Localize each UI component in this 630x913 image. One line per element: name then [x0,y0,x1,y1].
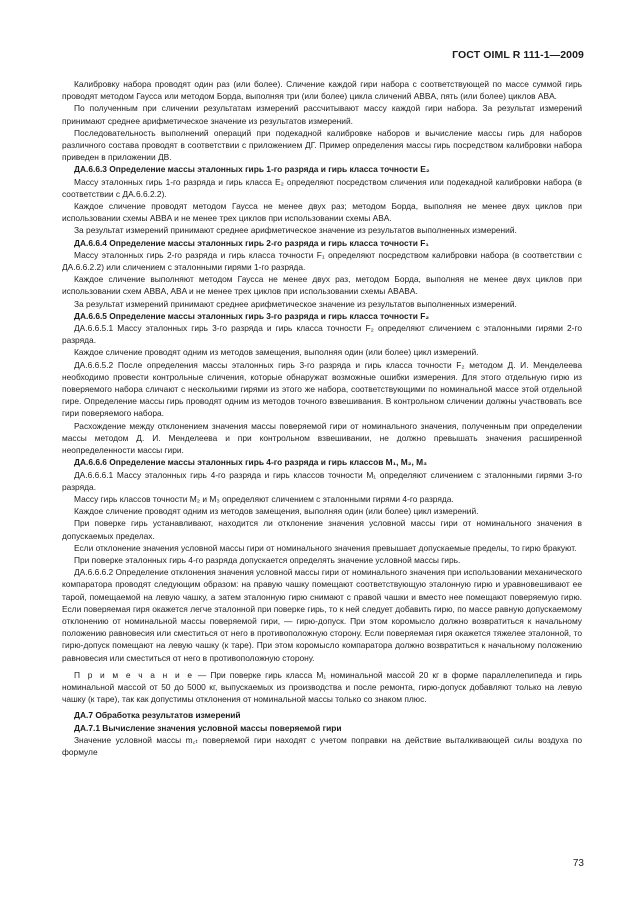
paragraph: Расхождение между отклонением значения массы поверяемой гири от номинального значения, полученным при определении массы методом Д. И. Менделеева и при контрольном взвешивании, не должно превышать значения расширенной неопределенности массы гири. [62,420,582,456]
paragraph: ДА.6.6.6.2 Определение отклонения значения условной массы гири от номинального значения при использовании механического компаратора проводят следующим образом: на правую чашку помещают соответствующую эталонную гирю и уравновешивают ее тарой, помещаемой на левую чашку, а затем эталонную гирю снимают с правой чашки и вместо нее помещают поверяемую гирю. Если поверяемая гиря окажется легче эталонной при поверке гирь, то к ней следует добавить гирю, по массе равную допускаемому отклонению от номинальной массы поверяемой гири, — гирю-допуск. При этом коромысло должно возвратиться к начальному положению равновесия или сместиться от него в противоположную сторону. Если поверяемая гиря окажется тяжелее эталонной, то гирю-допуск помещают на левую чашку (к таре). При этом коромысло компаратора должно возвратиться к начальному положению равновесия или сместиться от него в противоположную сторону. [62,567,582,663]
section-heading: ДА.6.6.6 Определение массы эталонных гирь 4-го разряда и гирь классов M₁, M₂, M₃ [74,457,427,468]
paragraph: Каждое сличение выполняют методом Гаусса не менее двух раз, методом Борда, выполняя не менее двух циклов при использовании схем ABBA, ABA и не менее трех циклов при использовании схемы ABABA. [62,274,582,297]
paragraph: Каждое сличение проводят одним из методов замещения, выполняя один (или более) цикл измерений. [74,506,479,517]
paragraph: ДА.6.6.6.1 Массу эталонных гирь 4-го разряда и гирь классов точности M₁ определяют сличением с эталонными гирями 3-го разряда. [62,469,582,492]
paragraph: Калибровку набора проводят один раз (или более). Сличение каждой гири набора с соответствующей по массе суммой гирь проводят методом Гаусса или методом Борда, выполняя три (или более) цикла сличений ABBA, пять (или более) циклов ABA. [62,79,582,102]
section-heading: ДА.7 Обработка результатов измерений [74,710,241,721]
note [62,669,582,706]
paragraph: При поверке эталонных гирь 4-го разряда допускается определять значение условной массы гирь. [74,554,461,565]
paragraph: Последовательность выполнений операций при подекадной калибровке наборов и вычисление массы гирь для наборов различного состава проводят в соответствии с приложением ДГ. Пример определения массы гирь посредством калибровки набора приведен в приложении ДВ. [62,127,582,163]
section-heading: ДА.6.6.5 Определение массы эталонных гирь 3-го разряда и гирь класса точности F₂ [74,310,430,321]
paragraph: Массу эталонных гирь 1-го разряда и гирь класса E₂ определяют посредством сличения или подекадной калибровки набора (в соответствии с ДА.6.6.2.2). [62,176,582,199]
section-heading: ДА.7.1 Вычисление значения условной массы поверяемой гири [74,722,342,733]
standard-header: ГОСТ OIML R 111-1—2009 [452,49,584,61]
paragraph: За результат измерений принимают среднее арифметическое значение из результатов выполненных измерений. [74,298,517,309]
paragraph: Значение условной массы m꜀ₜ поверяемой гири находят с учетом поправки на действие выталкивающей силы воздуха по формуле [62,734,582,757]
paragraph: ДА.6.6.5.1 Массу эталонных гирь 3-го разряда и гирь класса точности F₂ определяют сличением с эталонными гирями 2-го разряда. [62,323,582,346]
paragraph: Каждое сличение проводят одним из методов замещения, выполняя один (или более) цикл измерений. [74,347,479,358]
document-body [62,78,582,758]
paragraph: Массу гирь классов точности M₂ и M₃ определяют сличением с эталонными гирями 4-го разряда. [74,493,454,504]
section-heading: ДА.6.6.4 Определение массы эталонных гирь 2-го разряда и гирь класса точности F₁ [74,237,429,248]
note-label: П р и м е ч а н и е [74,669,194,680]
note-text: — При поверке гирь класса M₁ номинальной массой 20 кг в форме параллелепипеда и гирь номинальной массой от 50 до 5000 кг, выпускаемых из производства и после ремонта, гирю-допуск добавляют только на левую чашку (к таре), так как допустимы отклонения от номинальной массы только со знаком плюс. [62,669,582,705]
paragraph: По полученным при сличении результатам измерений рассчитывают массу каждой гири набора. За результат измерений принимают среднее арифметическое значение из результатов измерений. [62,103,582,126]
paragraph: Если отклонение значения условной массы гири от номинального значения превышает допускаемые пределы, то гирю бракуют. [74,542,577,553]
paragraph: ДА.6.6.5.2 После определения массы эталонных гирь 3-го разряда и гирь класса точности F₂ методом Д. И. Менделеева необходимо провести контрольные сличения, которые обнаружат возможные ошибки измерения. Для этого отдельную гирю из поверяемого набора сличают с несколькими гирями из этого же набора, соответствующими по номинальной массе этой отдельной гире. Определение массы гирь проводят одним из методов точного взвешивания. В контрольном сличении должны участвовать все гири поверяемого набора. [62,359,582,419]
paragraph: Массу эталонных гирь 2-го разряда и гирь класса точности F₁ определяют посредством калибровки набора (в соответствии с ДА.6.6.2.2) или сличением с эталонными гирями 1-го разряда. [62,249,582,273]
page-number: 73 [572,858,584,869]
paragraph: Каждое сличение проводят методом Гаусса не менее двух раз; методом Борда, выполняя не менее двух циклов при использовании схемы ABBA и не менее трех циклов при использовании схемы ABA. [62,201,582,224]
paragraph: За результат измерений принимают среднее арифметическое значение из результатов выполненных измерений. [74,225,517,236]
section-heading: ДА.6.6.3 Определение массы эталонных гирь 1-го разряда и гирь класса точности E₂ [74,164,430,175]
paragraph: При поверке гирь устанавливают, находится ли отклонение значения условной массы гири от номинального значения в допускаемых пределах. [62,518,582,541]
